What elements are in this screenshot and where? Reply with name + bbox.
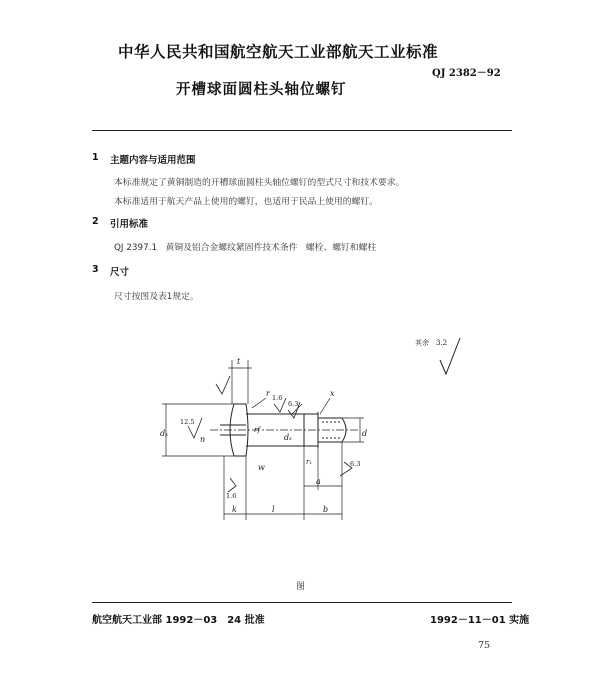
section-2-title: 引用标准: [110, 219, 149, 230]
label-b: b: [323, 505, 329, 514]
effective-date: 1992－11－01 实施: [430, 615, 530, 626]
section-3-title: 尺寸: [110, 267, 130, 278]
roughness-note: 其余: [415, 339, 429, 347]
org-title: 中华人民共和国航空航天工业部航天工业标准: [118, 43, 439, 61]
label-ra-1-6b: 1.6: [226, 492, 237, 500]
document-title: 开槽球面圆柱头轴位螺钉: [176, 82, 347, 98]
label-w: w: [258, 463, 265, 472]
standard-code: QJ 2382－92: [432, 68, 501, 79]
section-1-paragraph-2: 本标准适用于航天产品上使用的螺钉，也适用于民品上使用的螺钉。: [114, 197, 378, 207]
section-1-title: 主题内容与适用范围: [110, 155, 196, 166]
label-ra-12-5: 12.5: [180, 418, 195, 426]
label-dk: dₖ: [160, 429, 169, 438]
label-l: l: [272, 505, 275, 514]
page-number: 75: [478, 640, 491, 651]
label-t: t: [237, 357, 241, 366]
label-rf: rf: [254, 426, 260, 434]
roughness-value: 3.2: [436, 339, 448, 347]
label-x: x: [330, 389, 335, 398]
label-a: a: [316, 477, 321, 486]
approval-info: 航空航天工业部 1992－03 24 批准: [92, 615, 265, 626]
label-n: n: [200, 435, 206, 444]
figure-caption: 图: [296, 582, 306, 592]
label-ds: dₛ: [284, 433, 292, 442]
footer-rule: [92, 602, 512, 603]
label-r: r: [266, 389, 270, 398]
label-d: d: [362, 429, 368, 438]
section-3-paragraph: 尺寸按图及表1规定。: [114, 292, 199, 302]
section-2-reference: QJ 2397.1 黄铜及铝合金螺纹紧固件技术条件 螺栓、螺钉和螺柱: [114, 243, 377, 253]
dimension-lines: [162, 360, 364, 520]
section-2-number: 2: [92, 216, 99, 227]
section-1-paragraph-1: 本标准规定了黄铜制造的开槽球面圆柱头轴位螺钉的型式尺寸和技术要求。: [114, 178, 405, 188]
label-ra-1-6a: 1.6: [272, 394, 283, 402]
section-1-number: 1: [92, 152, 99, 163]
section-3-number: 3: [92, 264, 99, 275]
label-ra-6-3b: 6.3: [350, 460, 361, 468]
roughness-marks: [188, 376, 352, 492]
label-r1: r₁: [306, 458, 313, 466]
label-ra-6-3: 6.3: [288, 400, 299, 408]
label-k: k: [232, 505, 237, 514]
